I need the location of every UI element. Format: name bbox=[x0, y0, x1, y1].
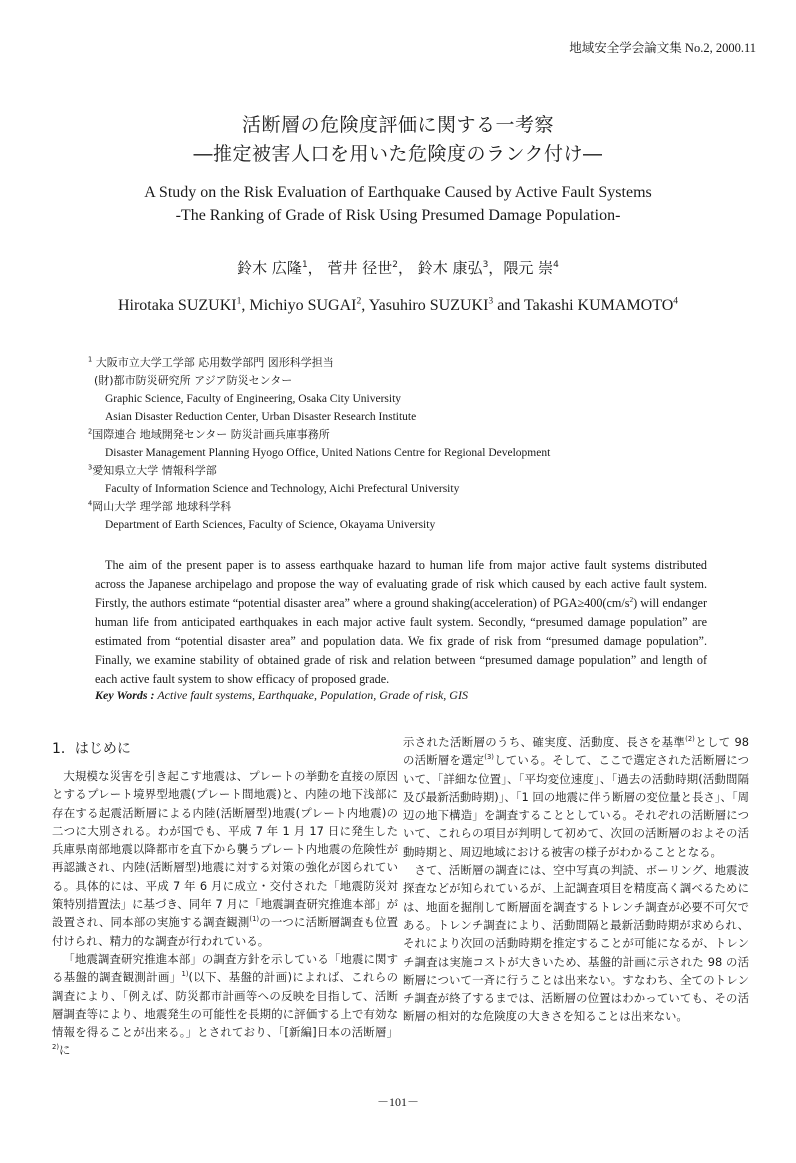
abstract-sup: 2 bbox=[629, 594, 634, 604]
authors-japanese bbox=[0, 257, 796, 278]
author-sep: ， bbox=[307, 259, 323, 277]
author-name: Michiyo SUGAI bbox=[249, 297, 357, 314]
abstract-text-1: The aim of the present paper is to assess earthquake hazard to human life from major active fault systems distributed across the Japanese archipelago and propose the way of evaluating grade of risk which caused by each active fault system. Firstly, the authors estimate “potential disaster area” where a ground shaking(acceleration) of PGA≥400(cm/s bbox=[95, 558, 707, 610]
citation: (2) bbox=[685, 735, 695, 744]
body-text: している。そして、ここで選定された活断層について、「詳細な位置」、「平均変位速度」、「過去の活動時期(活動間隔及び最新活動時期)」、「1 回の地震に伴う断層の変位量と長さ」、「周辺の地下構造」を調査することとしている。それぞれの活断層について、これらの項目が判明して初めて、次回の活断層のおよその活動時期と、周辺地域における被害の様子がわかることとなる。 bbox=[403, 753, 749, 859]
author-sep: , bbox=[241, 297, 250, 314]
body-text: 「地震調査研究推進本部」の調査方針を示している「地震に関する基盤的調査観測計画」 bbox=[52, 951, 398, 985]
keywords bbox=[95, 688, 468, 703]
author-name: Hirotaka SUZUKI bbox=[117, 297, 237, 314]
abstract-paragraph bbox=[95, 556, 707, 689]
journal-header: 地域安全学会論文集 No.2, 2000.11 bbox=[569, 41, 756, 55]
citation: 2) bbox=[52, 1043, 60, 1052]
body-paragraph: さて、活断層の調査には、空中写真の判読、ボーリング、地震波探査などが知られているが、上記調査項目を精度高く調べるためには、地面を掘削して断層面を調査するトレンチ調査が必要不可欠である。トレンチ調査により、活動間隔と最新活動時期が求められ、それにより次回の活動時期を推定することが可能になるが、トレンチ調査は実施コストが大きいため、基盤的計画に示された 98 の活断層について一斉に行うことは出来ない。すなわち、全てのトレンチ調査が終了するまでは、活断層の位置はわかっていても、その活断層の相対的な危険度の大きさを知ることは出来ない。 bbox=[403, 863, 749, 1024]
section-heading: 1．はじめに bbox=[52, 741, 131, 757]
body-text: 示された活断層のうち、確実度、活動度、長さを基準 bbox=[403, 735, 686, 749]
author-sup: 1 bbox=[301, 260, 308, 270]
title-ja-line2: ―推定被害人口を用いた危険度のランク付け― bbox=[193, 143, 603, 165]
author-ja bbox=[237, 259, 323, 277]
body-paragraph bbox=[403, 733, 749, 861]
page-number: －101－ bbox=[376, 1095, 419, 1109]
citation: (1) bbox=[249, 915, 260, 924]
citation: (3) bbox=[484, 753, 494, 762]
author-sep: , bbox=[361, 297, 369, 314]
body-text: (以下、基盤的計画)によれば、これらの調査により、「例えば、防災都市計画等への反映を目指して、活断層調査等により、地震発生の可能性を長期的に評価する上で有効な情報を得ることが出来る。」とされており、「[新編]日本の活断層」 bbox=[52, 970, 398, 1040]
keywords-text: Active fault systems, Earthquake, Population, Grade of risk, GIS bbox=[154, 688, 468, 702]
title-japanese bbox=[0, 111, 796, 169]
affiliation-en: Asian Disaster Reduction Center, Urban Disaster Research Institute bbox=[105, 411, 417, 423]
author-name: Yasuhiro SUZUKI bbox=[368, 297, 489, 314]
author-sup: 1 bbox=[236, 295, 242, 307]
affiliation-en: Disaster Management Planning Hyogo Office, United Nations Centre for Regional Development bbox=[105, 447, 551, 459]
title-en-line2: -The Ranking of Grade of Risk Using Presumed Damage Population- bbox=[175, 207, 621, 224]
authors-english bbox=[0, 297, 796, 315]
author-ja bbox=[418, 259, 504, 277]
affiliation-num: 2 bbox=[88, 427, 93, 436]
title-en-line1: A Study on the Risk Evaluation of Earthquake Caused by Active Fault Systems bbox=[144, 184, 652, 201]
author-name: 隈元 崇 bbox=[503, 259, 554, 277]
author-sup: 3 bbox=[482, 260, 489, 270]
affiliation-ja bbox=[88, 426, 550, 444]
author-sep: ， bbox=[397, 259, 413, 277]
abstract-text-2: ) will endanger human life from anticipated earthquakes in each major active fault system. Secondly, “presumed damage population” are estimated from “potential disaster area” and population data. We fix grade of risk from “presumed damage population”. Finally, we examine stability of obtained grade of risk and relation between “presumed damage population” and length of each active fault system to show efficacy of proposed grade. bbox=[95, 596, 707, 686]
author-ja bbox=[327, 259, 413, 277]
author-sup: 4 bbox=[553, 260, 559, 270]
author-ja bbox=[503, 259, 559, 277]
affiliation-en: Department of Earth Sciences, Faculty of Science, Okayama University bbox=[105, 519, 436, 531]
abstract bbox=[95, 556, 707, 689]
affiliation-en: Faculty of Information Science and Technology, Aichi Prefectural University bbox=[105, 483, 460, 495]
affiliation-ja-text: 国際連合 地域開発センター 防災計画兵庫事務所 bbox=[92, 428, 330, 441]
body-paragraph bbox=[52, 950, 398, 1060]
affiliations bbox=[88, 354, 550, 534]
affiliation-ja-text: 大阪市立大学工学部 応用数学部門 図形科学担当 bbox=[95, 356, 334, 369]
affiliation-ja: (財)都市防災研究所 アジア防災センター bbox=[94, 374, 293, 387]
affiliation-num: 4 bbox=[88, 499, 93, 508]
title-ja-line1: 活断層の危険度評価に関する一考察 bbox=[241, 114, 554, 136]
title-english bbox=[0, 181, 796, 227]
author-name: 菅井 径世 bbox=[327, 259, 393, 277]
author-name: 鈴木 広隆 bbox=[237, 259, 302, 277]
author-sep: and bbox=[493, 297, 525, 314]
citation: 1) bbox=[181, 970, 189, 979]
author-name: Takashi KUMAMOTO bbox=[524, 297, 674, 314]
body-column-right bbox=[403, 733, 749, 1026]
body-text: として 98 の活断層を選定 bbox=[403, 735, 749, 768]
author-sep: ， bbox=[488, 259, 504, 277]
body-text: 大規模な災害を引き起こす地震は、プレートの挙動を直接の原因とするプレート境界型地震(プレート間地震)と、内陸の地下浅部に存在する起震活断層による内陸(活断層型)地震(プレート内地震)の二つに大別される。わが国でも、平成 7 年 1 月 17 日に発生した兵庫県南部地震以降都市を直下から襲うプレート内地震の危険性が再認識され、内陸(活断層型)地震に対する対策の強化が図られている。具体的には、平成 7 年 6 月に成立・交付された「地震防災対策特別措置法」に基づき、同年 7 月に「地震調査研究推進本部」が設置され、同本部の実施する調査観測 bbox=[52, 769, 398, 930]
affiliation-ja bbox=[88, 354, 550, 372]
affiliation-num: 1 bbox=[88, 355, 93, 364]
affiliation-en: Graphic Science, Faculty of Engineering, Osaka City University bbox=[105, 393, 402, 405]
author-sup: 4 bbox=[673, 295, 679, 307]
keywords-label: Key Words : bbox=[95, 688, 155, 702]
body-text: に bbox=[59, 1043, 71, 1058]
author-sup: 3 bbox=[488, 295, 494, 307]
author-name: 鈴木 康弘 bbox=[417, 259, 483, 277]
affiliation-ja-text: 岡山大学 理学部 地球科学科 bbox=[92, 500, 232, 513]
affiliation-ja-text: 愛知県立大学 情報科学部 bbox=[92, 464, 217, 477]
affiliation-num: 3 bbox=[88, 463, 93, 472]
body-paragraph bbox=[52, 767, 398, 950]
author-sup: 2 bbox=[356, 295, 362, 307]
affiliation-ja bbox=[88, 462, 550, 480]
affiliation-ja bbox=[88, 498, 550, 516]
body-column-left bbox=[52, 767, 398, 1060]
author-sup: 2 bbox=[392, 260, 398, 270]
body-text: の一つに活断層調査も位置付けられ、精力的な調査が行われている。 bbox=[52, 915, 398, 948]
